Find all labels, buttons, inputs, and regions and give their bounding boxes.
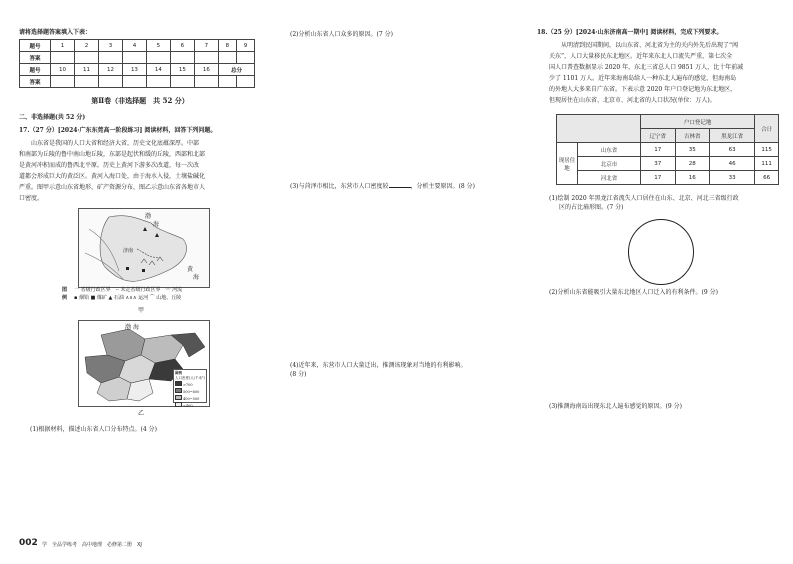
legend-line: ▪ 烟铅 ■ 煤矿 ▲ 石油 ∧∧∧ 运河 ⌒ 山地、丘陵	[74, 295, 182, 301]
answer-table-cell: 11	[74, 64, 98, 76]
table-col-header: 吉林省	[675, 129, 709, 143]
legend-swatch	[175, 395, 182, 400]
answer-slot[interactable]	[98, 52, 122, 64]
sea-label: 海	[133, 324, 140, 331]
answer-slot[interactable]	[194, 52, 218, 64]
figure-caption: 甲	[138, 307, 145, 314]
legend-unit: 人口密度(人/千米²)	[175, 376, 205, 380]
q18-question-2: (2)分析山东省能吸引大量东北地区人口迁入的有利条件。(9 分)	[549, 289, 718, 296]
answer-table-cell: 6	[170, 40, 194, 52]
table-cell: 37	[641, 157, 675, 171]
legend-text: <400	[183, 404, 193, 408]
answer-table-cell: 总分	[218, 64, 254, 76]
q1-text: (1)绘制 2020 年黑龙江省流失人口居住在山东、北京、河北三省级行政	[549, 195, 739, 202]
table-cell: 111	[755, 157, 779, 171]
passage-line: 从明清到民国期间，以山东省、河北省为主的关内外先后出现了“闯	[561, 42, 739, 49]
answer-table	[19, 39, 255, 88]
answer-table-cell: 12	[98, 64, 122, 76]
q4-text: (4)近年来，东营市人口大量迁出，推测该现象对当地的有利影响。	[290, 362, 467, 369]
q17-heading: 17.（27 分）[2024·广东东莞高一阶段练习] 阅读材料，回答下列问题。	[19, 127, 217, 134]
legend-item	[175, 388, 205, 395]
table-cell: 63	[709, 143, 754, 157]
q17-question-2: (2)分析山东省人口众多的原因。(7 分)	[290, 31, 393, 38]
terrain-map-drawing	[79, 209, 209, 287]
passage-line: 道都会形成巨大的黄泛区。黄河入海口处，由于海水入侵，土壤盐碱化	[19, 173, 206, 180]
q18-question-1	[549, 194, 739, 212]
sea-label: 渤	[145, 213, 152, 220]
answer-slot[interactable]	[218, 76, 236, 88]
passage-line: 关东”，人口大量移民东北地区。近年来东北人口流失严重，第七次全	[549, 53, 733, 60]
table-cell: 35	[675, 143, 709, 157]
row-label: 题号	[20, 40, 51, 52]
answer-table-cell: 10	[51, 64, 75, 76]
answer-blank[interactable]	[389, 187, 411, 188]
passage-line: 口密度。	[19, 195, 44, 202]
table-cell: 17	[641, 143, 675, 157]
answer-table-cell: 1	[51, 40, 75, 52]
row-label: 答案	[20, 52, 51, 64]
row-label: 题号	[20, 64, 51, 76]
row-label: 答案	[20, 76, 51, 88]
sea-label: 黄	[187, 266, 194, 273]
legend-line: 一 省级行政区界 -- 未定省级行政区界 〰 河流	[74, 287, 183, 293]
terrain-map	[78, 208, 210, 288]
migration-table	[556, 114, 779, 185]
answer-slot[interactable]	[122, 76, 146, 88]
answer-slot[interactable]	[146, 76, 170, 88]
section-title: 第Ⅱ卷（非选择题 共 52 分）	[91, 96, 189, 105]
answer-slot[interactable]	[74, 52, 98, 64]
sea-label: 海	[153, 221, 160, 228]
answer-table-caption: 请将选择题答案填入下表：	[19, 29, 92, 36]
answer-table-cell: 4	[122, 40, 146, 52]
answer-table-cell: 15	[170, 64, 194, 76]
q17-question-3	[290, 182, 475, 191]
answer-table-cell: 7	[194, 40, 218, 52]
answer-slot[interactable]	[236, 52, 254, 64]
table-row-name: 北京市	[578, 157, 641, 171]
answer-slot[interactable]	[122, 52, 146, 64]
table-row-name: 山东省	[578, 143, 641, 157]
legend-swatch	[175, 388, 182, 393]
answer-table-cell: 8	[218, 40, 236, 52]
table-cell: 33	[709, 171, 754, 185]
passage-line: 国人口普查数据显示 2020 年，东北三省总人口 9851 万人，比十年前减	[549, 64, 744, 71]
legend-swatch	[175, 402, 182, 407]
answer-slot[interactable]	[98, 76, 122, 88]
legend-label: 图	[62, 287, 68, 293]
q3-text: (3)与菏泽市相比，东营市人口密度较	[290, 183, 389, 190]
answer-slot[interactable]	[74, 76, 98, 88]
table-col-header: 辽宁省	[641, 129, 675, 143]
q18-passage	[549, 40, 785, 106]
legend-text: >700	[183, 383, 193, 387]
sea-label: 海	[193, 274, 200, 281]
page-number: 002	[19, 538, 38, 548]
legend-item	[175, 381, 205, 388]
answer-table-cell: 16	[194, 64, 218, 76]
section-subtitle: 二、非选择题(共 52 分)	[19, 114, 86, 121]
sea-label: 渤	[125, 324, 132, 331]
population-density-map	[78, 320, 210, 407]
answer-table-cell: 14	[146, 64, 170, 76]
q4-text: (8 分)	[290, 371, 307, 378]
legend-label: 例	[62, 295, 68, 301]
legend-text: 500~600	[183, 390, 200, 394]
q17-passage	[19, 138, 269, 204]
table-cell: 66	[755, 171, 779, 185]
answer-slot[interactable]	[170, 52, 194, 64]
city-label: 济南	[123, 248, 134, 254]
answer-table-cell: 2	[74, 40, 98, 52]
table-cell: 17	[641, 171, 675, 185]
passage-line: 是黄河冲积而成的鲁西北平原。历史上黄河下游多次改道，每一次改	[19, 162, 200, 169]
q1-text: 区的占比扇形图。(7 分)	[559, 204, 624, 211]
q18-heading: 18.（25 分）[2024·山东济南高一期中] 阅读材料，完成下列要求。	[537, 29, 723, 36]
answer-slot[interactable]	[194, 76, 218, 88]
answer-table-cell: 5	[146, 40, 170, 52]
answer-table-cell: 3	[98, 40, 122, 52]
table-side-header: 现居住地	[557, 143, 578, 185]
answer-slot[interactable]	[146, 52, 170, 64]
answer-table-cell: 9	[236, 40, 254, 52]
table-header-total: 合计	[755, 115, 779, 143]
legend-item	[175, 402, 205, 409]
passage-line: 的外地人大多来自广东省。下表示意 2020 年户口登记地为东北地区，	[549, 86, 737, 93]
passage-line: 但现居住在山东省、北京市、河北省的人口状况(单位：万人)。	[549, 97, 716, 104]
passage-line: 山东省是我国的人口大省和经济大省，历史文化底蕴深厚。中部	[31, 140, 200, 147]
q17-question-1: (1)根据材料，描述山东省人口分布特点。(4 分)	[30, 426, 157, 433]
table-cell: 28	[675, 157, 709, 171]
footer-text: 学 全品学练考 高中地理 必修第二册 XJ	[42, 542, 142, 548]
passage-line: 少了 1101 万人。近年来海南岛给人一种东北人遍布的感觉，但海南岛	[549, 75, 737, 82]
legend-swatch	[175, 381, 182, 386]
table-row-name: 河北省	[578, 171, 641, 185]
q3-text: ，分析主要原因。(8 分)	[410, 183, 475, 190]
figure-caption: 乙	[138, 410, 145, 417]
answer-slot[interactable]	[170, 76, 194, 88]
density-legend	[173, 369, 207, 408]
table-cell: 46	[709, 157, 754, 171]
legend-text: 400~500	[183, 397, 200, 401]
table-col-header: 黑龙江省	[709, 129, 754, 143]
answer-table-cell: 13	[122, 64, 146, 76]
passage-line: 严重。图甲示意山东省地形、矿产资源分布，图乙示意山东省各地市人	[19, 184, 206, 191]
q17-question-4	[290, 361, 467, 379]
q18-question-3: (3)推测海南岛出现东北人遍布感觉的原因。(9 分)	[549, 403, 682, 410]
table-cell: 115	[755, 143, 779, 157]
answer-slot[interactable]	[236, 76, 254, 88]
legend-item	[175, 395, 205, 402]
table-cell: 16	[675, 171, 709, 185]
answer-slot[interactable]	[51, 76, 75, 88]
legend-title: 图例	[175, 371, 182, 375]
answer-slot[interactable]	[51, 52, 75, 64]
passage-line: 和南部为丘陵的鲁中南山地丘陵，东部是起伏和缓的丘陵，西部和北部	[19, 151, 206, 158]
pie-chart-circle[interactable]	[628, 219, 694, 285]
answer-slot[interactable]	[218, 52, 236, 64]
table-header-top: 户口登记地	[641, 115, 755, 129]
